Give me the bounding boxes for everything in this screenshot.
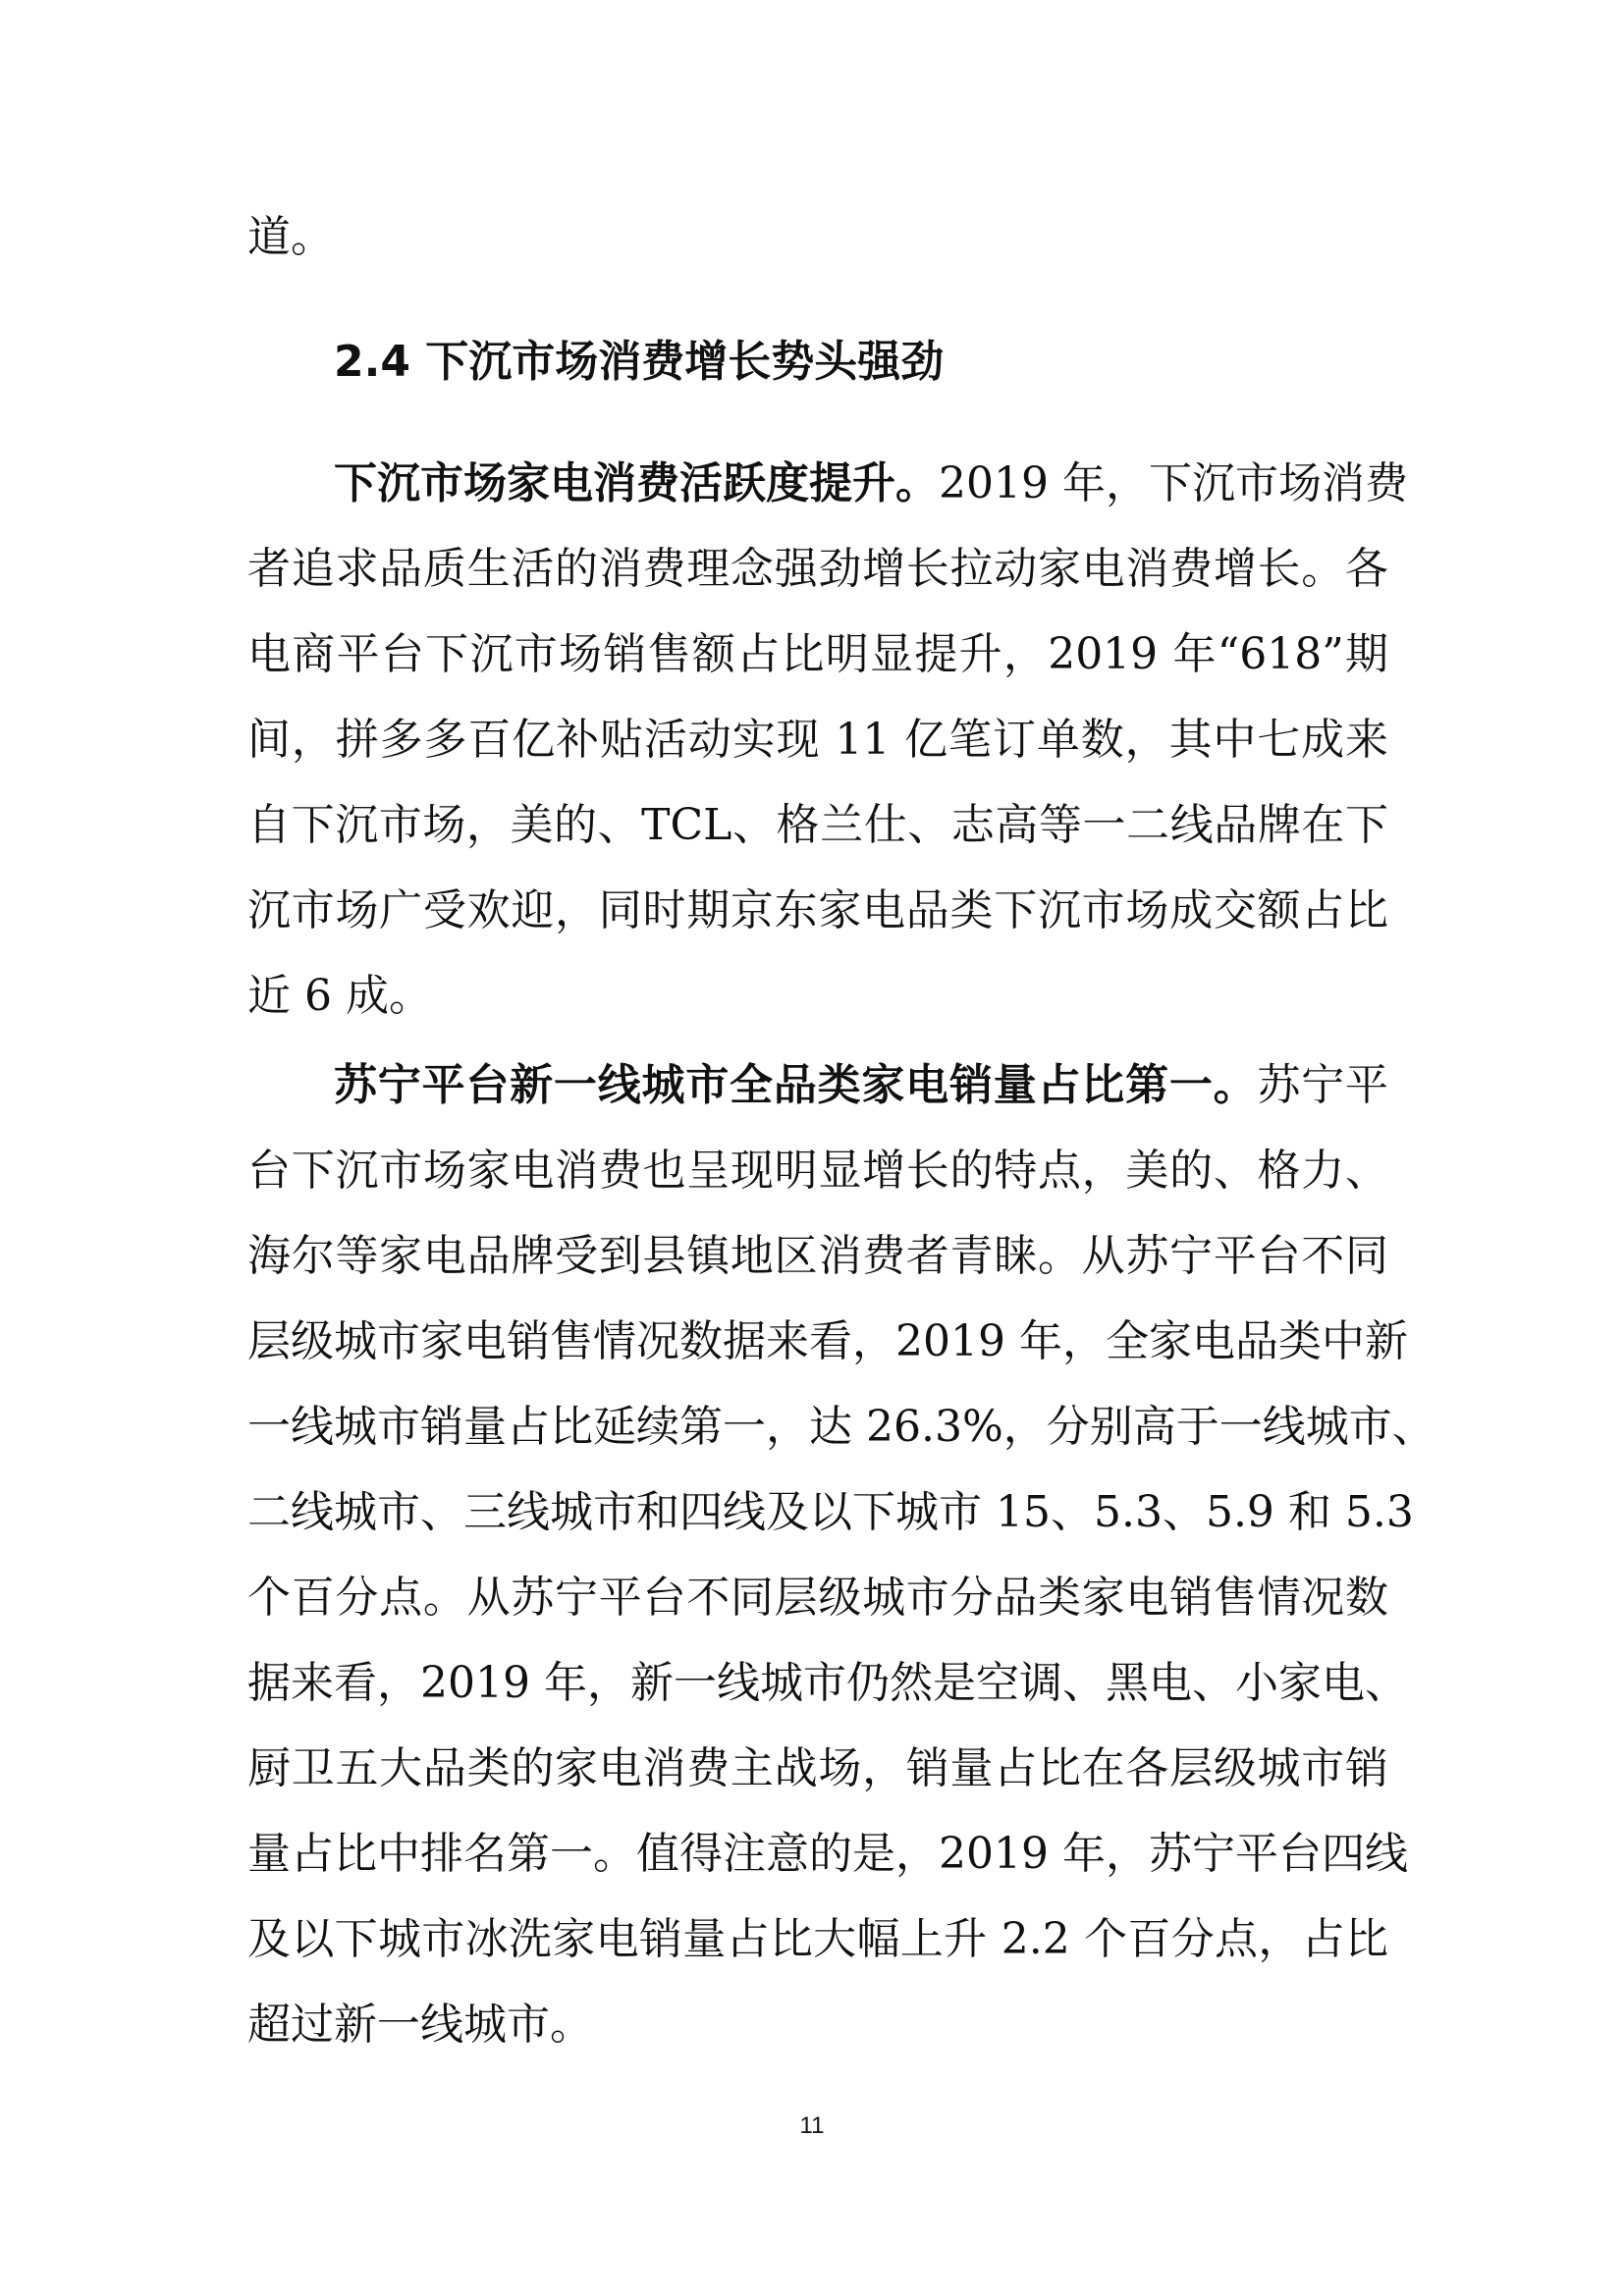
paragraph-line: 超过新一线城市。 (247, 2000, 593, 2050)
paragraph-line: 及以下城市冰洗家电销量占比大幅上升 2.2 个百分点，占比 (247, 1914, 1388, 1964)
paragraph-lead: 下沉市场家电消费活跃度提升。 (334, 458, 939, 508)
paragraph-line: 量占比中排名第一。值得注意的是，2019 年，苏宁平台四线 (247, 1829, 1408, 1879)
paragraph-line: 层级城市家电销售情况数据来看，2019 年，全家电品类中新 (247, 1316, 1408, 1366)
paragraph-line (334, 1042, 1388, 1128)
paragraph-line (334, 441, 1408, 526)
paragraph-text: 2019 年，下沉市场消费 (939, 458, 1408, 508)
paragraph-lead: 苏宁平台新一线城市全品类家电销量占比第一。 (334, 1060, 1258, 1110)
paragraph-line: 近 6 成。 (247, 971, 432, 1021)
paragraph-line: 沉市场广受欢迎，同时期京东家电品类下沉市场成交额占比 (247, 885, 1388, 935)
paragraph-line: 海尔等家电品牌受到县镇地区消费者青睐。从苏宁平台不同 (247, 1231, 1388, 1281)
paragraph-line: 自下沉市场，美的、TCL、格兰仕、志高等一二线品牌在下 (247, 800, 1388, 850)
section-heading: 2.4 下沉市场消费增长势头强劲 (334, 337, 945, 387)
paragraph-line: 个百分点。从苏宁平台不同层级城市分品类家电销售情况数 (247, 1573, 1388, 1623)
paragraph-line: 者追求品质生活的消费理念强劲增长拉动家电消费增长。各 (247, 544, 1388, 594)
page-number: 11 (799, 2112, 825, 2139)
paragraph-line: 台下沉市场家电消费也呈现明显增长的特点，美的、格力、 (247, 1146, 1388, 1196)
paragraph-line: 厨卫五大品类的家电消费主战场，销量占比在各层级城市销 (247, 1743, 1388, 1793)
paragraph-line: 据来看，2019 年，新一线城市仍然是空调、黑电、小家电、 (247, 1658, 1408, 1708)
continuation-text: 道。 (247, 212, 334, 262)
paragraph-line: 间，拼多多百亿补贴活动实现 11 亿笔订单数，其中七成来 (247, 715, 1388, 765)
paragraph-line: 一线城市销量占比延续第一，达 26.3%，分别高于一线城市、 (247, 1402, 1435, 1452)
paragraph-line: 电商平台下沉市场销售额占比明显提升，2019 年“618”期 (247, 629, 1388, 679)
paragraph-text: 苏宁平 (1257, 1060, 1389, 1110)
paragraph-line: 二线城市、三线城市和四线及以下城市 15、5.3、5.9 和 5.3 (247, 1487, 1414, 1537)
